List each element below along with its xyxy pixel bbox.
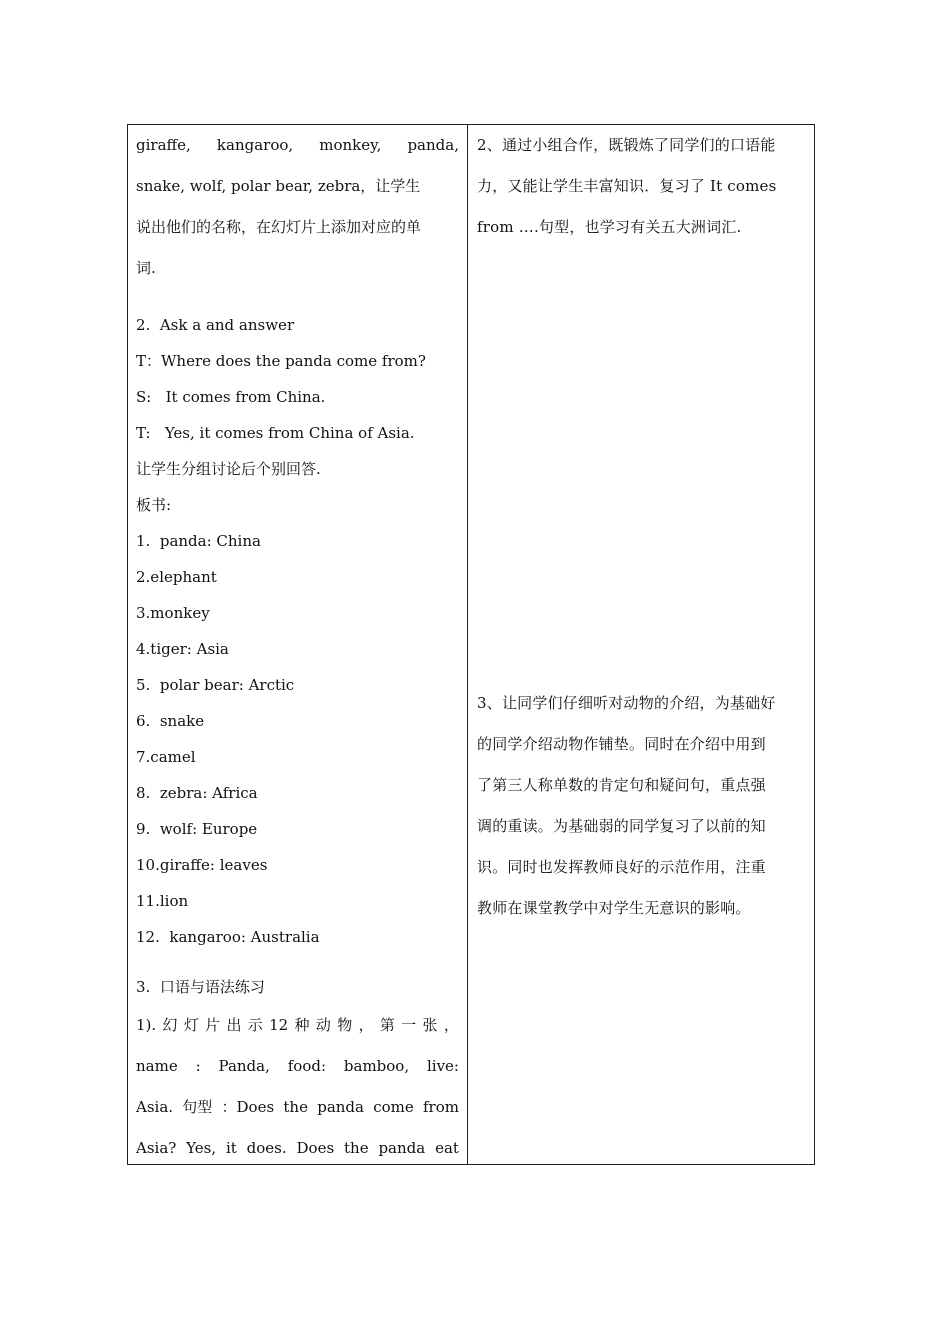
word: the: [344, 1139, 369, 1157]
text-line: 让学生分组讨论后个别回答.: [136, 460, 321, 478]
text-line: 2.elephant: [136, 568, 217, 586]
spacer: [136, 289, 459, 307]
word: eat: [435, 1139, 459, 1157]
word: 示: [247, 1016, 263, 1034]
text-line: from ….句型，也学习有关五大洲词汇.: [477, 218, 742, 236]
text-line: 4.tiger: Asia: [136, 640, 229, 658]
word: Asia?: [136, 1139, 177, 1157]
word: live:: [426, 1057, 459, 1075]
text-line: [136, 1046, 459, 1087]
text-line: [136, 248, 459, 289]
word: Asia.: [136, 1098, 174, 1116]
word: ，: [358, 1016, 374, 1034]
word: monkey,: [319, 136, 382, 154]
word: 张: [422, 1016, 438, 1034]
word: 动: [315, 1016, 331, 1034]
word: 词.: [136, 259, 156, 277]
ask-and-answer-section: [136, 307, 459, 955]
text-line: [136, 207, 459, 248]
word: 出: [226, 1016, 242, 1034]
text-line: [136, 166, 459, 207]
word: 一: [401, 1016, 417, 1034]
word: name: [136, 1057, 178, 1075]
word: from: [423, 1098, 459, 1116]
text-line: 教师在课堂教学中对学生无意识的影响。: [477, 899, 751, 917]
text-line: 3、让同学们仔细听对动物的介绍，为基础好: [477, 694, 776, 712]
lesson-plan-table: [127, 124, 815, 1165]
text-line: 1. panda: China: [136, 532, 261, 550]
text-line: [136, 1005, 459, 1046]
text-line: 2、通过小组合作，既锻炼了同学们的口语能: [477, 136, 776, 154]
word: kangaroo,: [216, 136, 294, 154]
animal-names-paragraph: [136, 125, 459, 289]
word: the: [283, 1098, 308, 1116]
word: food:: [287, 1057, 327, 1075]
text-line: 12. kangaroo: Australia: [136, 928, 320, 946]
word: snake, wolf, polar bear, zebra，让学生: [136, 177, 421, 195]
text-line: [136, 1087, 459, 1128]
text-line: [136, 1128, 459, 1169]
text-line: 8. zebra: Africa: [136, 784, 258, 802]
word: 句型: [182, 1098, 213, 1116]
word: panda: [317, 1098, 364, 1116]
text-line: 6. snake: [136, 712, 205, 730]
word: 12: [269, 1016, 289, 1034]
text-line: 5. polar bear: Arctic: [136, 676, 295, 694]
text-line: 10.giraffe: leaves: [136, 856, 268, 874]
text-line: 识。同时也发挥教师良好的示范作用，注重: [477, 858, 766, 876]
text-line: 了第三人称单数的肯定句和疑问句，重点强: [477, 776, 766, 794]
word: 幻: [162, 1016, 178, 1034]
text-line: 力，又能让学生丰富知识．复习了 It comes: [477, 177, 777, 195]
text-line: [136, 125, 459, 166]
word: 1).: [136, 1016, 157, 1034]
text-line: 7.camel: [136, 748, 196, 766]
word: giraffe,: [136, 136, 191, 154]
text-line: 2. Ask a and answer: [136, 316, 295, 334]
word: 说出他们的名称，在幻灯片上添加对应的单: [136, 218, 422, 236]
text-line: 调的重读。为基础弱的同学复习了以前的知: [477, 817, 766, 835]
text-line: S: It comes from China.: [136, 388, 326, 406]
word: 灯: [183, 1016, 199, 1034]
word: does.: [246, 1139, 287, 1157]
word: Panda,: [218, 1057, 270, 1075]
spacer: [136, 955, 459, 969]
word: ：Does: [221, 1098, 275, 1116]
word: ，: [443, 1016, 459, 1034]
word: panda: [378, 1139, 426, 1157]
word: it: [225, 1139, 237, 1157]
text-line: 板书:: [136, 496, 172, 514]
text-line: 9. wolf: Europe: [136, 820, 258, 838]
text-line: T: Yes, it comes from China of Asia.: [136, 424, 415, 442]
design-intent-cell: [468, 125, 814, 1164]
text-line: T：Where does the panda come from?: [136, 352, 426, 370]
word: come: [373, 1098, 414, 1116]
word: Does: [296, 1139, 335, 1157]
oral-grammar-section: [136, 969, 459, 1169]
text-line: 的同学介绍动物作铺垫。同时在介绍中用到: [477, 735, 766, 753]
word: bamboo,: [343, 1057, 410, 1075]
word: panda,: [407, 136, 459, 154]
section3-title: 3. 口语与语法练习: [136, 978, 265, 996]
text-line: 11.lion: [136, 892, 189, 910]
word: 片: [205, 1016, 221, 1034]
word: 种: [294, 1016, 310, 1034]
text-line: 3.monkey: [136, 604, 210, 622]
intent-paragraph-2: [477, 125, 777, 248]
word: :: [195, 1057, 201, 1075]
word: Yes,: [186, 1139, 217, 1157]
word: 物: [337, 1016, 353, 1034]
intent-paragraph-3: [477, 683, 776, 929]
teaching-process-cell: [128, 125, 468, 1164]
word: 第: [379, 1016, 395, 1034]
